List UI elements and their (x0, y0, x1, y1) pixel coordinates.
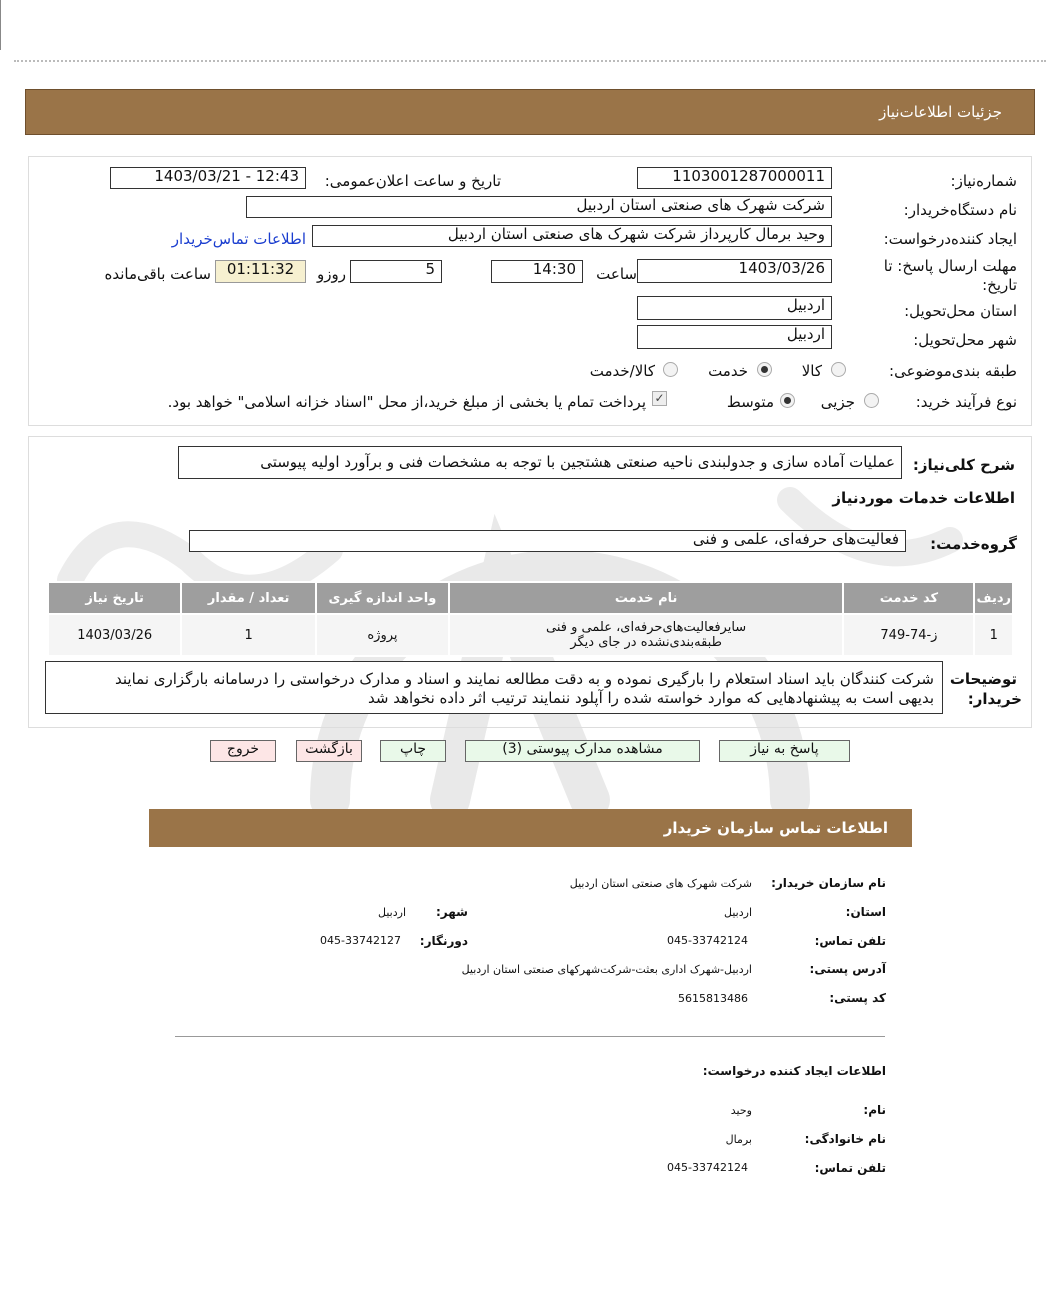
creator-phone-value: 045-33742124 (667, 1161, 748, 1174)
announce-field: 1403/03/21 - 12:43 (110, 167, 306, 189)
days-field: 5 (350, 260, 442, 283)
contact-phone-value: 045-33742124 (667, 934, 748, 947)
payment-checkbox[interactable]: ✓ (652, 391, 667, 406)
process-label: نوع فرآیند خرید: (915, 393, 1017, 411)
city-label: شهر محل‌تحویل: (913, 331, 1017, 349)
buyer-contact-link[interactable]: اطلاعات تماس‌خریدار (171, 230, 306, 248)
col-unit: واحد اندازه گیری (316, 582, 449, 614)
contact-address-label: آدرس پستی: (809, 962, 886, 976)
remaining-time-field: 01:11:32 (215, 260, 306, 283)
cell-date: 1403/03/26 (48, 614, 181, 656)
category-label: طبقه بندی‌موضوعی: (889, 362, 1017, 380)
buyer-org-label: نام دستگاه‌خریدار: (903, 201, 1017, 219)
need-number-label: شماره‌نیاز: (950, 172, 1017, 190)
cell-name-line1: سایرفعالیت‌های‌حرفه‌ای، علمی و فنی (546, 620, 747, 635)
deadline-time-field: 14:30 (491, 260, 583, 283)
contact-province-label: استان: (845, 905, 886, 919)
table-header-row (48, 582, 1013, 614)
creator-heading: اطلاعات ایجاد کننده درخواست: (702, 1064, 886, 1078)
page-header (25, 89, 1035, 135)
contact-postal-value: 5615813486 (678, 992, 748, 1005)
creator-first-name-label: نام: (863, 1103, 886, 1117)
contact-org-label: نام سازمان خریدار: (771, 876, 886, 890)
announce-label: تاریخ و ساعت اعلان‌عمومی: (324, 172, 501, 190)
col-date: تاریخ نیاز (48, 582, 181, 614)
contact-address-value: اردبیل-شهرک اداری بعثت-شرکت‌شهرکهای صنعتی استان اردبیل (461, 963, 752, 976)
cell-name-line2: طبقه‌بندی‌نشده در جای دیگر (570, 635, 722, 650)
contact-title: اطلاعات تماس سازمان خریدار (663, 819, 888, 837)
buyer-org-field: شرکت شهرک های صنعتی استان اردبیل (246, 196, 832, 218)
back-button[interactable]: بازگشت (296, 740, 362, 762)
category-goods-radio[interactable] (831, 362, 846, 377)
group-label: گروه‌خدمت: (930, 535, 1017, 553)
process-medium-radio[interactable] (780, 393, 795, 408)
buyer-notes-line2: بدیهی است به پیشنهادهایی که موارد خواسته شده را آپلود ننمایند ترتیب اثر داده نخواهد شد (367, 689, 934, 707)
payment-note: پرداخت تمام یا بخشی از مبلغ خرید،از محل "اسناد خزانه اسلامی" خواهد بود. (167, 393, 646, 411)
col-code: کد خدمت (843, 582, 974, 614)
need-number-field: 1103001287000011 (637, 167, 832, 189)
print-button[interactable]: چاپ (380, 740, 446, 762)
contact-city-value: اردبیل (378, 906, 406, 919)
category-goods-service-radio[interactable] (663, 362, 678, 377)
days-label: روزو (317, 265, 346, 283)
page-title: جزئیات اطلاعات‌نیاز (879, 103, 1002, 121)
contact-province-value: اردبیل (724, 906, 752, 919)
process-medium-label: متوسط (726, 393, 774, 411)
contact-org-value: شرکت شهرک های صنعتی استان اردبیل (569, 877, 752, 890)
page-left-edge (0, 0, 1, 50)
contact-phone-label: تلفن تماس: (814, 934, 886, 948)
deadline-label: مهلت ارسال پاسخ: تا تاریخ: (883, 257, 1017, 294)
contact-header (149, 809, 912, 847)
creator-last-name-label: نام خانوادگی: (804, 1132, 886, 1146)
category-service-radio[interactable] (757, 362, 772, 377)
process-minor-radio[interactable] (864, 393, 879, 408)
province-label: استان محل‌تحویل: (904, 302, 1017, 320)
creator-phone-label: تلفن تماس: (814, 1161, 886, 1175)
city-field: اردبیل (637, 325, 832, 349)
group-field: فعالیت‌های حرفه‌ای، علمی و فنی (189, 530, 906, 552)
desc-label: شرح کلی‌نیاز: (912, 456, 1015, 474)
table-row (48, 614, 1013, 656)
time-label: ساعت (596, 265, 637, 283)
process-minor-label: جزیی (820, 393, 855, 411)
buyer-notes-label-1: توضیحات (949, 670, 1017, 688)
creator-last-name-value: برمال (725, 1133, 752, 1146)
deadline-date-field: 1403/03/26 (637, 259, 832, 283)
services-table (47, 581, 1014, 657)
attachments-button[interactable]: مشاهده مدارک پیوستی (3) (465, 740, 700, 762)
col-name: نام خدمت (449, 582, 844, 614)
creator-field: وحید برمال کارپرداز شرکت شهرک های صنعتی استان اردبیل (312, 225, 832, 247)
cell-qty: 1 (181, 614, 316, 656)
contact-fax-label: دورنگار: (419, 934, 468, 948)
top-divider (14, 60, 1046, 62)
cell-code: ز-74-749 (843, 614, 974, 656)
contact-postal-label: کد پستی: (829, 991, 886, 1005)
contact-city-label: شهر: (436, 905, 468, 919)
buyer-notes-line1: شرکت کنندگان باید اسناد استعلام را بارگیری نموده و به دقت مطالعه نمایند و اسناد و مدارک درخواستی را درسامانه بارگزاری نمایند (115, 670, 934, 688)
services-heading: اطلاعات خدمات موردنیاز (832, 489, 1015, 507)
cell-name (449, 614, 844, 656)
creator-first-name-value: وحید (730, 1104, 752, 1117)
col-qty: تعداد / مقدار (181, 582, 316, 614)
category-goods-label: کالا (801, 362, 822, 380)
desc-field: عملیات آماده سازی و جدولبندی ناحیه صنعتی هشتجین با توجه به مشخصات فنی و برآورد اولیه پیوستی (178, 446, 902, 479)
col-row: ردیف (974, 582, 1013, 614)
contact-separator (175, 1036, 885, 1037)
exit-button[interactable]: خروج (210, 740, 276, 762)
cell-unit: پروژه (316, 614, 449, 656)
remaining-label: ساعت باقی‌مانده (104, 265, 211, 283)
buyer-notes-label-2: خریدار: (967, 690, 1022, 708)
contact-fax-value: 045-33742127 (320, 934, 401, 947)
category-goods-service-label: کالا/خدمت (589, 362, 655, 380)
buyer-notes-field (45, 661, 943, 714)
reply-button[interactable]: پاسخ به نیاز (719, 740, 850, 762)
province-field: اردبیل (637, 296, 832, 320)
category-service-label: خدمت (708, 362, 748, 380)
creator-label: ایجاد کننده‌درخواست: (883, 230, 1017, 248)
cell-row: 1 (974, 614, 1013, 656)
